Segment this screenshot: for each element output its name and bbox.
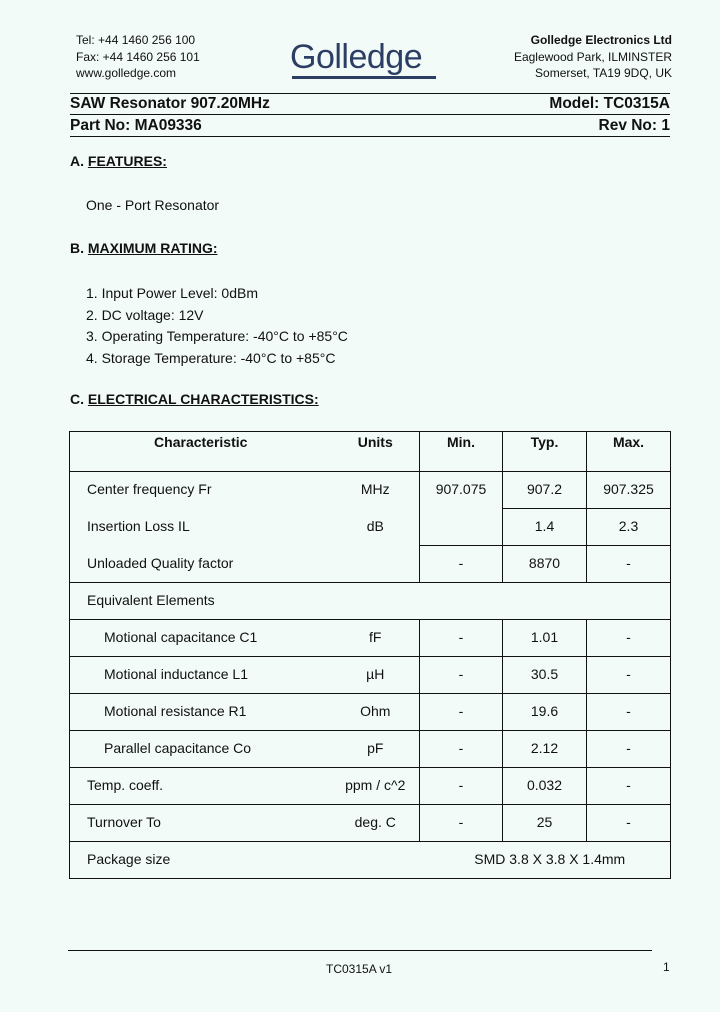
row-units: ppm / c^2 xyxy=(332,768,420,805)
table-row xyxy=(70,583,671,620)
row-min: - xyxy=(420,805,503,842)
row-typ: 19.6 xyxy=(503,694,587,731)
features-text: One - Port Resonator xyxy=(86,197,220,213)
row-min: 907.075 xyxy=(420,472,503,546)
list-item: 1. Input Power Level: 0dBm xyxy=(86,285,258,301)
row-name: Center frequency Fr xyxy=(70,472,332,509)
row-typ: 25 xyxy=(503,805,587,842)
row-max: 907.325 xyxy=(587,472,671,509)
row-min: - xyxy=(420,731,503,768)
row-max: - xyxy=(587,546,671,583)
row-name: Motional capacitance C1 xyxy=(70,620,332,657)
row-typ: 2.12 xyxy=(503,731,587,768)
row-max: - xyxy=(587,731,671,768)
header-min: Min. xyxy=(420,432,503,472)
row-typ: 30.5 xyxy=(503,657,587,694)
row-max: - xyxy=(587,657,671,694)
row-typ: 907.2 xyxy=(503,472,587,509)
footer-rule xyxy=(68,950,652,951)
electrical-table xyxy=(69,431,671,879)
footer-doc-id: TC0315A v1 xyxy=(326,962,393,976)
row-units: Ohm xyxy=(332,694,420,731)
features-heading: A. FEATURES: xyxy=(70,153,167,169)
logo: Golledge xyxy=(290,38,423,76)
model-number: Model: TC0315A xyxy=(549,95,670,112)
tel: Tel: +44 1460 256 100 xyxy=(76,33,196,47)
header-max: Max. xyxy=(587,432,671,472)
product-title: SAW Resonator 907.20MHz xyxy=(70,95,270,112)
title-row-2 xyxy=(70,117,670,135)
part-number: Part No: MA09336 xyxy=(70,117,202,134)
address-line-1: Eaglewood Park, ILMINSTER xyxy=(513,49,672,64)
table-row xyxy=(70,472,671,509)
row-typ: 8870 xyxy=(503,546,587,583)
contact-info xyxy=(76,32,200,82)
company-name: Golledge Electronics Ltd xyxy=(530,33,672,47)
row-units: dB xyxy=(332,509,420,546)
row-min: - xyxy=(420,546,503,583)
table-header-row xyxy=(70,432,671,472)
row-units: pF xyxy=(332,731,420,768)
row-min: - xyxy=(420,657,503,694)
title-row-1 xyxy=(70,95,670,113)
row-name: Parallel capacitance Co xyxy=(70,731,332,768)
header-typ: Typ. xyxy=(503,432,587,472)
row-typ: 1.01 xyxy=(503,620,587,657)
row-max: - xyxy=(587,694,671,731)
address-line-2: Somerset, TA19 9DQ, UK xyxy=(535,66,672,80)
max-rating-list xyxy=(86,283,348,370)
table-row xyxy=(70,509,671,546)
row-units: fF xyxy=(332,620,420,657)
table-row xyxy=(70,620,671,657)
row-units: deg. C xyxy=(332,805,420,842)
row-units: MHz xyxy=(332,472,420,509)
list-item: 3. Operating Temperature: -40°C to +85°C xyxy=(86,328,348,345)
company-address xyxy=(514,32,672,82)
package-size-value: SMD 3.8 X 3.8 X 1.4mm xyxy=(420,842,671,879)
row-name: Temp. coeff. xyxy=(70,768,332,805)
row-name: Unloaded Quality factor xyxy=(70,546,332,583)
table-row xyxy=(70,731,671,768)
row-name: Equivalent Elements xyxy=(70,583,671,620)
row-name: Motional resistance R1 xyxy=(70,694,332,731)
table-row xyxy=(70,768,671,805)
logo-underline xyxy=(292,76,436,79)
row-max: - xyxy=(587,805,671,842)
row-name: Insertion Loss IL xyxy=(70,509,332,546)
electrical-heading: C. ELECTRICAL CHARACTERISTICS: xyxy=(70,391,319,407)
table-row xyxy=(70,694,671,731)
table-row xyxy=(70,657,671,694)
header-units: Units xyxy=(332,432,420,472)
table-row xyxy=(70,546,671,583)
row-typ: 1.4 xyxy=(503,509,587,546)
header-characteristic: Characteristic xyxy=(70,432,332,472)
row-name: Turnover To xyxy=(70,805,332,842)
row-typ: 0.032 xyxy=(503,768,587,805)
title-rule-mid xyxy=(70,114,670,115)
title-rule-top xyxy=(70,93,670,94)
row-name: Motional inductance L1 xyxy=(70,657,332,694)
revision-number: Rev No: 1 xyxy=(598,117,670,134)
row-name: Package size xyxy=(70,842,332,879)
table-row xyxy=(70,842,671,879)
row-min: - xyxy=(420,768,503,805)
row-max: - xyxy=(587,768,671,805)
row-min: - xyxy=(420,620,503,657)
row-min: - xyxy=(420,694,503,731)
row-max: 2.3 xyxy=(587,509,671,546)
list-item: 4. Storage Temperature: -40°C to +85°C xyxy=(86,350,336,367)
list-item: 2. DC voltage: 12V xyxy=(86,306,204,323)
max-rating-heading: B. MAXIMUM RATING: xyxy=(70,240,218,256)
website: www.golledge.com xyxy=(76,66,177,80)
fax: Fax: +44 1460 256 101 xyxy=(76,49,200,64)
row-units xyxy=(332,546,420,583)
title-rule-bottom xyxy=(70,136,670,137)
row-max: - xyxy=(587,620,671,657)
table-row xyxy=(70,805,671,842)
row-units: µH xyxy=(332,657,420,694)
page-number: 1 xyxy=(663,960,670,974)
